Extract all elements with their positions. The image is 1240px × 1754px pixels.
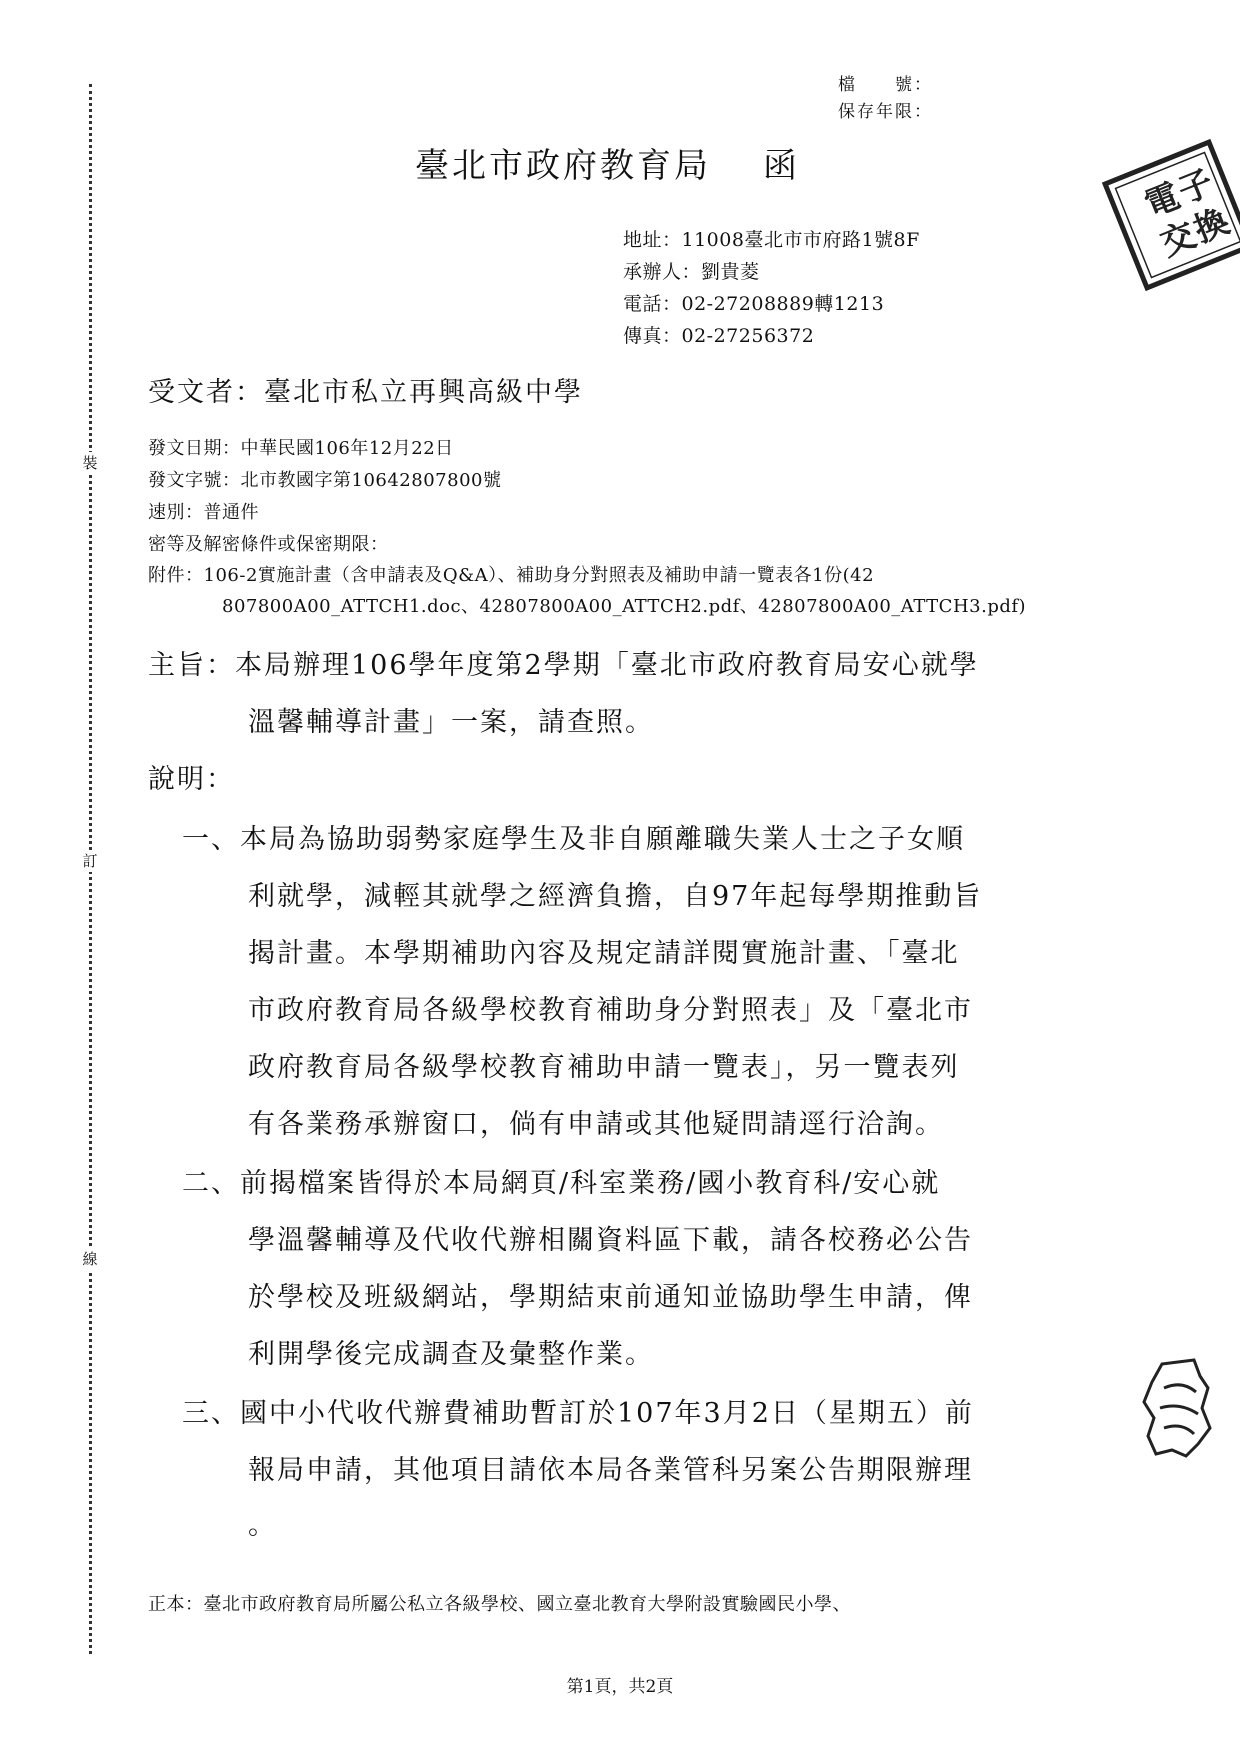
item-3-line: 報局申請，其他項目請依本局各業管科另案公告期限辦理 (248, 1455, 973, 1486)
distribution-original: 正本：臺北市政府教育局所屬公私立各級學校、國立臺北教育大學附設實驗國民小學、 (148, 1594, 851, 1615)
phone-number: 電話：02-27208889轉1213 (623, 293, 885, 315)
attachments-line-2: 807800A00_ATTCH1.doc、42807800A00_ATTCH2.pdf、42807800A00_ATTCH3.pdf) (222, 596, 1027, 617)
item-1-line: 市政府教育局各級學校教育補助身分對照表」及「臺北市 (248, 995, 973, 1026)
secrecy-level: 密等及解密條件或保密期限： (148, 534, 389, 555)
binding-mark-bottom: 線 (78, 1248, 102, 1270)
item-1-line: 揭計畫。本學期補助內容及規定請詳閱實施計畫、「臺北 (248, 938, 960, 969)
svg-text:換: 換 (1188, 201, 1235, 252)
subject-line-1: 主旨：本局辦理106學年度第2學期「臺北市政府教育局安心就學 (148, 650, 979, 681)
document-title (415, 138, 800, 187)
item-3-line: 三、國中小代收代辦費補助暫訂於107年3月2日（星期五）前 (182, 1398, 974, 1429)
item-2-line: 學溫馨輔導及代收代辦相關資料區下載，請各校務必公告 (248, 1225, 973, 1256)
fax-number: 傳真：02-27256372 (623, 325, 815, 347)
item-1-line: 有各業務承辦窗口，倘有申請或其他疑問請逕行洽詢。 (248, 1109, 944, 1140)
delivery-speed: 速別：普通件 (148, 502, 259, 523)
explanation-heading: 說明： (148, 764, 235, 795)
binding-mark-middle: 訂 (78, 850, 102, 872)
retention-period-label: 保存年限： (838, 102, 933, 122)
item-2-line: 於學校及班級網站，學期結束前通知並協助學生申請，俾 (248, 1282, 973, 1313)
recipient: 受文者：臺北市私立再興高級中學 (148, 377, 583, 408)
attachments-line-1: 附件：106-2實施計畫（含申請表及Q&A）、補助身分對照表及補助申請一覽表各1份(42 (148, 565, 875, 586)
item-2-line: 二、前揭檔案皆得於本局網頁/科室業務/國小教育科/安心就 (182, 1168, 941, 1199)
issuing-agency: 臺北市政府教育局 (415, 146, 711, 186)
issue-date: 發文日期：中華民國106年12月22日 (148, 438, 454, 459)
page-number: 第1頁，共2頁 (566, 1677, 674, 1697)
page-seam-seal-icon (1142, 1358, 1212, 1458)
svg-text:交: 交 (1155, 214, 1202, 265)
item-1-line: 一、本局為協助弱勢家庭學生及非自願離職失業人士之子女順 (182, 824, 965, 855)
agency-address: 地址：11008臺北市市府路1號8F (623, 229, 920, 251)
item-1-line: 利就學，減輕其就學之經濟負擔，自97年起每學期推動旨 (248, 881, 983, 912)
svg-text:電: 電 (1139, 175, 1186, 226)
binding-mark-top: 裝 (78, 452, 102, 474)
file-number-label: 檔 號： (838, 75, 933, 95)
subject-line-2: 溫馨輔導計畫」一案，請查照。 (248, 707, 654, 738)
svg-text:子: 子 (1172, 162, 1220, 213)
item-1-line: 政府教育局各級學校教育補助申請一覽表」，另一覽表列 (248, 1052, 960, 1083)
document-type: 函 (763, 146, 800, 186)
electronic-exchange-seal-icon (1087, 124, 1240, 306)
handler-name: 承辦人：劉貴菱 (623, 261, 760, 283)
item-3-line: 。 (248, 1510, 277, 1541)
document-number: 發文字號：北市教國字第10642807800號 (148, 470, 502, 491)
item-2-line: 利開學後完成調查及彙整作業。 (248, 1339, 654, 1370)
